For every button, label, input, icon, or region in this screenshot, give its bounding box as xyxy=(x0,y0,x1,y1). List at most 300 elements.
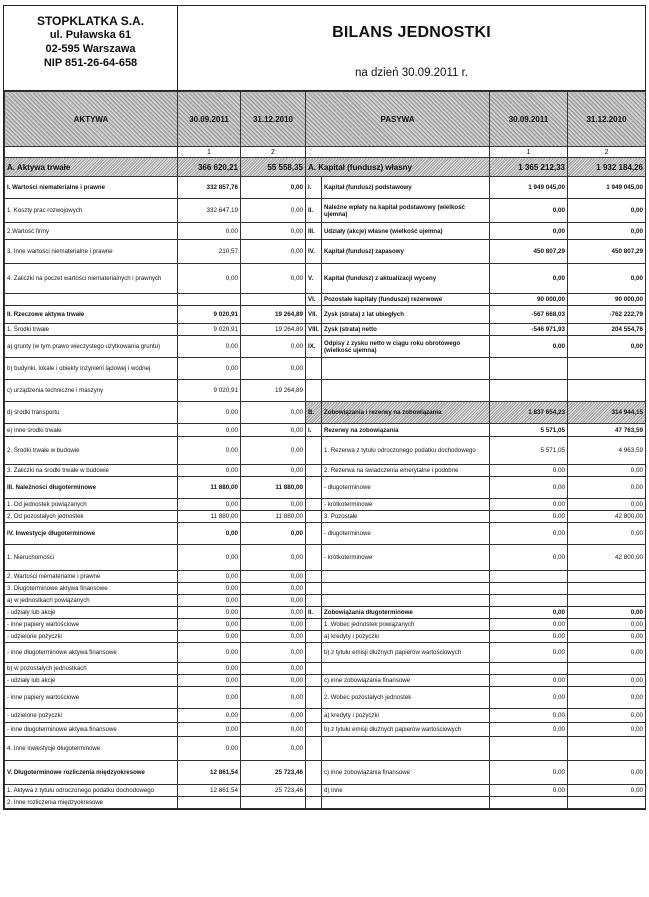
asset-label: - inne długoterminowe aktywa finansowe xyxy=(5,643,178,663)
asset-value-1: 0,00 xyxy=(178,619,241,631)
liability-value-2: 0,00 xyxy=(568,643,646,663)
asset-value-2: 0,00 xyxy=(241,583,306,595)
asset-value-1: 0,00 xyxy=(178,571,241,583)
liability-label: a) kredyty i pożyczki xyxy=(322,631,490,643)
asset-value-2: 0,00 xyxy=(241,437,306,465)
liability-label: 2. Rezerwa na świadczenia emerytalne i podobne xyxy=(322,465,490,477)
asset-label: 4. Zaliczki na poczet wartości niematerialnych i prawnych xyxy=(5,264,178,294)
asset-label: b) w pozostałych jednostkach xyxy=(5,663,178,675)
liability-roman xyxy=(306,675,322,687)
asset-label: - udzielone pożyczki xyxy=(5,631,178,643)
liability-value-2 xyxy=(568,380,646,402)
table-row xyxy=(5,737,646,761)
asset-label: - udzielone pożyczki xyxy=(5,709,178,723)
asset-value-1: 0,00 xyxy=(178,424,241,437)
asset-label: II. Rzeczowe aktywa trwałe xyxy=(5,306,178,324)
liability-value-2: 0,00 xyxy=(568,631,646,643)
liability-label: Rezerwy na zobowiązania xyxy=(322,424,490,437)
asset-label: 3. Zaliczki na środki trwałe w budowie xyxy=(5,465,178,477)
asset-value-1: 9 020,91 xyxy=(178,306,241,324)
liability-roman xyxy=(306,595,322,607)
liability-value-1: 0,00 xyxy=(490,785,568,797)
liability-roman xyxy=(306,663,322,675)
asset-value-1: 0,00 xyxy=(178,687,241,709)
liability-value-1: 90 000,00 xyxy=(490,294,568,306)
company-block xyxy=(4,6,178,90)
liability-value-1: 5 571,05 xyxy=(490,437,568,465)
liability-value-1: 1 949 045,00 xyxy=(490,177,568,199)
table-row xyxy=(5,545,646,571)
assets-section-v1: 366 620,21 xyxy=(178,158,241,177)
liability-value-2 xyxy=(568,737,646,761)
asset-value-2: 0,00 xyxy=(241,595,306,607)
asset-value-2: 0,00 xyxy=(241,336,306,358)
liability-value-2: 0,00 xyxy=(568,477,646,499)
asset-value-2: 0,00 xyxy=(241,465,306,477)
asset-label: - udziały lub akcje xyxy=(5,675,178,687)
asset-value-1: 0,00 xyxy=(178,709,241,723)
asset-label xyxy=(5,294,178,306)
company-city: 02-595 Warszawa xyxy=(45,43,136,55)
liability-label xyxy=(322,797,490,809)
asset-label: V. Długoterminowe rozliczenia międzyokresowe xyxy=(5,761,178,785)
table-row xyxy=(5,523,646,545)
asset-value-1: 332 647,19 xyxy=(178,199,241,223)
table-row xyxy=(5,511,646,523)
liability-label: Kapitał (fundusz) podstawowy xyxy=(322,177,490,199)
liability-value-1: 0,00 xyxy=(490,619,568,631)
liability-value-1: 0,00 xyxy=(490,607,568,619)
table-row xyxy=(5,465,646,477)
asset-value-2: 25 723,46 xyxy=(241,785,306,797)
liability-value-2: 204 554,76 xyxy=(568,324,646,336)
col-index-2: 2 xyxy=(568,147,646,158)
liability-roman xyxy=(306,465,322,477)
asset-value-2: 0,00 xyxy=(241,675,306,687)
liability-value-1: 0,00 xyxy=(490,631,568,643)
asset-label: I. Wartości niematerialne i prawne xyxy=(5,177,178,199)
assets-date1-header: 30.09.2011 xyxy=(178,92,241,147)
liability-value-1: 0,00 xyxy=(490,523,568,545)
liability-label xyxy=(322,663,490,675)
liability-value-1: 0,00 xyxy=(490,511,568,523)
liability-value-1: 0,00 xyxy=(490,465,568,477)
asset-value-2: 0,00 xyxy=(241,358,306,380)
liability-label: a) kredyty i pożyczki xyxy=(322,709,490,723)
table-row xyxy=(5,785,646,797)
asset-label: 4. Inne inwestycje długoterminowe xyxy=(5,737,178,761)
liability-value-2: 0,00 xyxy=(568,709,646,723)
liability-roman xyxy=(306,785,322,797)
liability-value-2: 42 800,00 xyxy=(568,511,646,523)
liability-value-2: 42 800,00 xyxy=(568,545,646,571)
asset-label: c) urządzenia techniczne i maszyny xyxy=(5,380,178,402)
liability-label: Odpisy z zysku netto w ciągu roku obrotowego (wielkość ujemna) xyxy=(322,336,490,358)
liab-date1-header: 30.09.2011 xyxy=(490,92,568,147)
table-row xyxy=(5,797,646,809)
liability-label: Zysk (strata) z lat ubiegłych xyxy=(322,306,490,324)
asset-value-1: 0,00 xyxy=(178,264,241,294)
asset-label: d) środki transportu xyxy=(5,402,178,424)
liability-value-1 xyxy=(490,663,568,675)
liability-label: c) inne zobowiązania finansowe xyxy=(322,761,490,785)
table-row xyxy=(5,663,646,675)
liability-roman: B. xyxy=(306,402,322,424)
table-row xyxy=(5,631,646,643)
asset-label: 1. Nieruchomości xyxy=(5,545,178,571)
liability-roman xyxy=(306,523,322,545)
asset-value-2: 0,00 xyxy=(241,663,306,675)
liability-value-1: 0,00 xyxy=(490,709,568,723)
liability-value-1 xyxy=(490,583,568,595)
table-row xyxy=(5,294,646,306)
table-row xyxy=(5,499,646,511)
liability-value-2: 47 763,59 xyxy=(568,424,646,437)
liability-label: b) z tytułu emisji dłużnych papierów wartościowych xyxy=(322,723,490,737)
liability-value-2: 0,00 xyxy=(568,761,646,785)
liability-roman xyxy=(306,761,322,785)
asset-value-2: 0,00 xyxy=(241,402,306,424)
liability-value-2: 0,00 xyxy=(568,223,646,240)
table-row xyxy=(5,264,646,294)
asset-value-2: 0,00 xyxy=(241,687,306,709)
liability-label xyxy=(322,583,490,595)
liability-roman xyxy=(306,797,322,809)
asset-value-2: 11 880,00 xyxy=(241,477,306,499)
asset-value-2: 0,00 xyxy=(241,737,306,761)
liability-value-1: 5 571,05 xyxy=(490,424,568,437)
asset-value-1: 12 861,54 xyxy=(178,761,241,785)
asset-value-2: 19 264,89 xyxy=(241,306,306,324)
asset-label: a) grunty (w tym prawo wieczystego użytkowania gruntu) xyxy=(5,336,178,358)
assets-date2-header: 31.12.2010 xyxy=(241,92,306,147)
liability-label: Zysk (strata) netto xyxy=(322,324,490,336)
liability-value-2: 0,00 xyxy=(568,619,646,631)
liability-label: Kapitał (fundusz) zapasowy xyxy=(322,240,490,264)
liability-value-1: 0,00 xyxy=(490,675,568,687)
liability-value-2 xyxy=(568,583,646,595)
asset-value-2: 0,00 xyxy=(241,177,306,199)
table-row xyxy=(5,571,646,583)
liability-value-2: 0,00 xyxy=(568,336,646,358)
liability-roman xyxy=(306,643,322,663)
col-index-2: 2 xyxy=(241,147,306,158)
liability-value-1 xyxy=(490,358,568,380)
liability-roman xyxy=(306,499,322,511)
liability-value-2 xyxy=(568,571,646,583)
asset-value-1: 0,00 xyxy=(178,499,241,511)
liability-roman xyxy=(306,583,322,595)
liability-roman: II. xyxy=(306,199,322,223)
liability-label: Należne wpłaty na kapitał podstawowy (wielkość ujemna) xyxy=(322,199,490,223)
liability-value-2: 0,00 xyxy=(568,785,646,797)
asset-value-1: 0,00 xyxy=(178,545,241,571)
table-row xyxy=(5,424,646,437)
liability-roman: VI. xyxy=(306,294,322,306)
liability-value-2: 0,00 xyxy=(568,523,646,545)
asset-value-2: 0,00 xyxy=(241,631,306,643)
asset-value-1: 0,00 xyxy=(178,595,241,607)
table-row xyxy=(5,437,646,465)
asset-value-1 xyxy=(178,797,241,809)
table-row xyxy=(5,240,646,264)
liability-value-2: 0,00 xyxy=(568,199,646,223)
liability-value-1: 0,00 xyxy=(490,336,568,358)
asset-label: 2. Wartości niematerialne i prawne xyxy=(5,571,178,583)
asset-value-1: 332 857,76 xyxy=(178,177,241,199)
asset-value-2: 0,00 xyxy=(241,571,306,583)
liability-label xyxy=(322,358,490,380)
liability-value-1: -567 668,03 xyxy=(490,306,568,324)
liability-label: Zobowiązania długoterminowe xyxy=(322,607,490,619)
liability-roman xyxy=(306,631,322,643)
asset-value-1: 9 020,91 xyxy=(178,324,241,336)
table-row xyxy=(5,687,646,709)
liability-label: - długoterminowe xyxy=(322,477,490,499)
liability-roman: IX. xyxy=(306,336,322,358)
table-row xyxy=(5,607,646,619)
table-row xyxy=(5,223,646,240)
asset-value-1: 0,00 xyxy=(178,583,241,595)
liability-label xyxy=(322,595,490,607)
liability-roman xyxy=(306,619,322,631)
liability-label: - krótkoterminowe xyxy=(322,545,490,571)
liability-roman: II. xyxy=(306,607,322,619)
assets-section-label: A. Aktywa trwałe xyxy=(5,158,178,177)
liability-roman xyxy=(306,737,322,761)
asset-label: 2. Od pozostałych jednostek xyxy=(5,511,178,523)
asset-label: - inne długoterminowe aktywa finansowe xyxy=(5,723,178,737)
liability-roman xyxy=(306,477,322,499)
liability-value-2 xyxy=(568,358,646,380)
liability-value-2: 90 000,00 xyxy=(568,294,646,306)
liability-roman: VII. xyxy=(306,306,322,324)
liability-value-1: 0,00 xyxy=(490,223,568,240)
liability-label: - krótkoterminowe xyxy=(322,499,490,511)
liability-label: - długoterminowe xyxy=(322,523,490,545)
liability-label: Udziały (akcje) własne (wielkość ujemna) xyxy=(322,223,490,240)
asset-value-1: 0,00 xyxy=(178,223,241,240)
liability-value-2 xyxy=(568,595,646,607)
table-row xyxy=(5,358,646,380)
equity-section-label: A. Kapitał (fundusz) własny xyxy=(306,158,490,177)
table-row xyxy=(5,709,646,723)
asset-value-1: 210,57 xyxy=(178,240,241,264)
liability-value-2: 0,00 xyxy=(568,723,646,737)
assets-header: AKTYWA xyxy=(5,92,178,147)
asset-value-1: 0,00 xyxy=(178,737,241,761)
company-street: ul. Puławska 61 xyxy=(49,29,132,41)
asset-label: e) inne środki trwałe xyxy=(5,424,178,437)
liability-value-1 xyxy=(490,797,568,809)
liability-value-1 xyxy=(490,595,568,607)
liability-value-2: -762 222,79 xyxy=(568,306,646,324)
table-row xyxy=(5,643,646,663)
liability-roman xyxy=(306,358,322,380)
liability-label: Kapitał (fundusz) z aktualizacji wyceny xyxy=(322,264,490,294)
table-row xyxy=(5,402,646,424)
liability-label: 2. Wobec pozostałych jednostek xyxy=(322,687,490,709)
liability-roman xyxy=(306,687,322,709)
liability-value-1: 450 807,29 xyxy=(490,240,568,264)
document-title: BILANS JEDNOSTKI xyxy=(332,24,491,41)
liability-value-1: 0,00 xyxy=(490,477,568,499)
asset-label: - inne papiery wartościowe xyxy=(5,619,178,631)
table-row xyxy=(5,619,646,631)
asset-value-2: 0,00 xyxy=(241,199,306,223)
liability-value-1: 0,00 xyxy=(490,264,568,294)
asset-value-2 xyxy=(241,294,306,306)
asset-value-1: 0,00 xyxy=(178,523,241,545)
liability-value-2 xyxy=(568,797,646,809)
liability-value-2: 0,00 xyxy=(568,687,646,709)
equity-section-v2: 1 932 184,26 xyxy=(568,158,646,177)
table-row xyxy=(5,177,646,199)
liability-label xyxy=(322,380,490,402)
asset-value-2: 0,00 xyxy=(241,240,306,264)
asset-label: 2.Wartość firmy xyxy=(5,223,178,240)
asset-value-1: 11 880,00 xyxy=(178,511,241,523)
column-header-row xyxy=(5,92,646,147)
table-row xyxy=(5,380,646,402)
liability-label: d) inne xyxy=(322,785,490,797)
asset-value-2: 0,00 xyxy=(241,264,306,294)
asset-label: 2. Inne rozliczenia międzyokresowe xyxy=(5,797,178,809)
table-row xyxy=(5,675,646,687)
document-header xyxy=(4,6,645,91)
asset-label: 1. Aktywa z tytułu odroczonego podatku dochodowego xyxy=(5,785,178,797)
asset-label: 1. Koszty prac rozwojowych xyxy=(5,199,178,223)
asset-value-1: 9 020,91 xyxy=(178,380,241,402)
asset-label: a) w jednostkach powiązanych xyxy=(5,595,178,607)
liability-value-1: 0,00 xyxy=(490,643,568,663)
liability-label xyxy=(322,737,490,761)
liability-roman: IV. xyxy=(306,240,322,264)
asset-label: - udziały lub akcje xyxy=(5,607,178,619)
liability-value-2: 0,00 xyxy=(568,607,646,619)
asset-value-1: 12 861,54 xyxy=(178,785,241,797)
asset-value-2: 0,00 xyxy=(241,223,306,240)
liability-value-1: 0,00 xyxy=(490,723,568,737)
table-row xyxy=(5,477,646,499)
liability-value-2 xyxy=(568,663,646,675)
asset-value-2: 0,00 xyxy=(241,723,306,737)
asset-value-1: 0,00 xyxy=(178,465,241,477)
asset-value-1: 0,00 xyxy=(178,437,241,465)
liability-label: Zobowiązania i rezerwy na zobowiązania xyxy=(322,402,490,424)
liability-roman xyxy=(306,380,322,402)
liability-label: Pozostałe kapitały (fundusze) rezerwowe xyxy=(322,294,490,306)
liability-roman xyxy=(306,723,322,737)
company-nip: NIP 851-26-64-658 xyxy=(43,57,138,69)
asset-value-2: 11 880,00 xyxy=(241,511,306,523)
liability-value-2: 0,00 xyxy=(568,264,646,294)
liability-value-1 xyxy=(490,380,568,402)
asset-value-2: 0,00 xyxy=(241,424,306,437)
liability-value-2: 0,00 xyxy=(568,499,646,511)
liability-value-2: 314 944,15 xyxy=(568,402,646,424)
balance-table xyxy=(4,91,646,809)
asset-label: 3. Inne wartości niematerialne i prawne xyxy=(5,240,178,264)
liability-roman xyxy=(306,437,322,465)
asset-value-1: 0,00 xyxy=(178,631,241,643)
asset-label: 2. Środki trwałe w budowie xyxy=(5,437,178,465)
asset-label: IV. Inwestycje długoterminowe xyxy=(5,523,178,545)
liability-label: 1. Wobec jednostek powiązanych xyxy=(322,619,490,631)
table-row xyxy=(5,324,646,336)
liability-label xyxy=(322,571,490,583)
liability-label: b) z tytułu emisji dłużnych papierów wartościowych xyxy=(322,643,490,663)
liability-value-1: 0,00 xyxy=(490,499,568,511)
liability-value-1: 0,00 xyxy=(490,545,568,571)
asset-value-1: 0,00 xyxy=(178,643,241,663)
asset-label: 1. Od jednostek powiązanych xyxy=(5,499,178,511)
liability-value-2: 0,00 xyxy=(568,675,646,687)
asset-value-2: 0,00 xyxy=(241,619,306,631)
asset-label: - inne papiery wartościowe xyxy=(5,687,178,709)
liability-label: 3. Pozostałe xyxy=(322,511,490,523)
asset-value-1 xyxy=(178,294,241,306)
liability-value-2: 0,00 xyxy=(568,465,646,477)
table-row xyxy=(5,336,646,358)
asset-value-2: 19 264,89 xyxy=(241,324,306,336)
liability-roman: I. xyxy=(306,177,322,199)
asset-value-2: 0,00 xyxy=(241,523,306,545)
asset-label: 3. Długoterminowe aktywa finansowe xyxy=(5,583,178,595)
column-index-row xyxy=(5,147,646,158)
table-row xyxy=(5,595,646,607)
liability-value-1: 0,00 xyxy=(490,687,568,709)
table-row xyxy=(5,306,646,324)
liability-roman xyxy=(306,709,322,723)
asset-value-2 xyxy=(241,797,306,809)
equity-section-v1: 1 365 212,33 xyxy=(490,158,568,177)
asset-value-1: 0,00 xyxy=(178,723,241,737)
asset-value-1: 0,00 xyxy=(178,358,241,380)
section-row xyxy=(5,158,646,177)
liability-value-1: -546 971,93 xyxy=(490,324,568,336)
liability-roman: V. xyxy=(306,264,322,294)
liability-roman xyxy=(306,571,322,583)
asset-value-2: 0,00 xyxy=(241,607,306,619)
asset-value-2: 0,00 xyxy=(241,499,306,511)
assets-section-v2: 55 558,35 xyxy=(241,158,306,177)
asset-value-2: 0,00 xyxy=(241,709,306,723)
liability-value-2: 1 949 045,00 xyxy=(568,177,646,199)
liability-roman xyxy=(306,511,322,523)
liability-value-1: 0,00 xyxy=(490,761,568,785)
company-name: STOPKLATKA S.A. xyxy=(36,14,145,28)
document-title-block xyxy=(178,6,645,90)
liability-value-1: 0,00 xyxy=(490,199,568,223)
table-row xyxy=(5,761,646,785)
liability-label: 1. Rezerwa z tytułu odroczonego podatku dochodowego xyxy=(322,437,490,465)
liability-value-1: 1 837 654,23 xyxy=(490,402,568,424)
balance-sheet xyxy=(3,5,646,810)
asset-label: 1. Środki trwałe xyxy=(5,324,178,336)
asset-label: III. Należności długoterminowe xyxy=(5,477,178,499)
liabilities-header: PASYWA xyxy=(306,92,490,147)
asset-value-1: 11 880,00 xyxy=(178,477,241,499)
liability-value-1 xyxy=(490,737,568,761)
liability-roman: III. xyxy=(306,223,322,240)
table-row xyxy=(5,723,646,737)
asset-value-2: 0,00 xyxy=(241,545,306,571)
liability-label: c) inne zobowiązania finansowe xyxy=(322,675,490,687)
document-date: na dzień 30.09.2011 r. xyxy=(355,67,468,79)
asset-value-1: 0,00 xyxy=(178,402,241,424)
col-index-1: 1 xyxy=(490,147,568,158)
